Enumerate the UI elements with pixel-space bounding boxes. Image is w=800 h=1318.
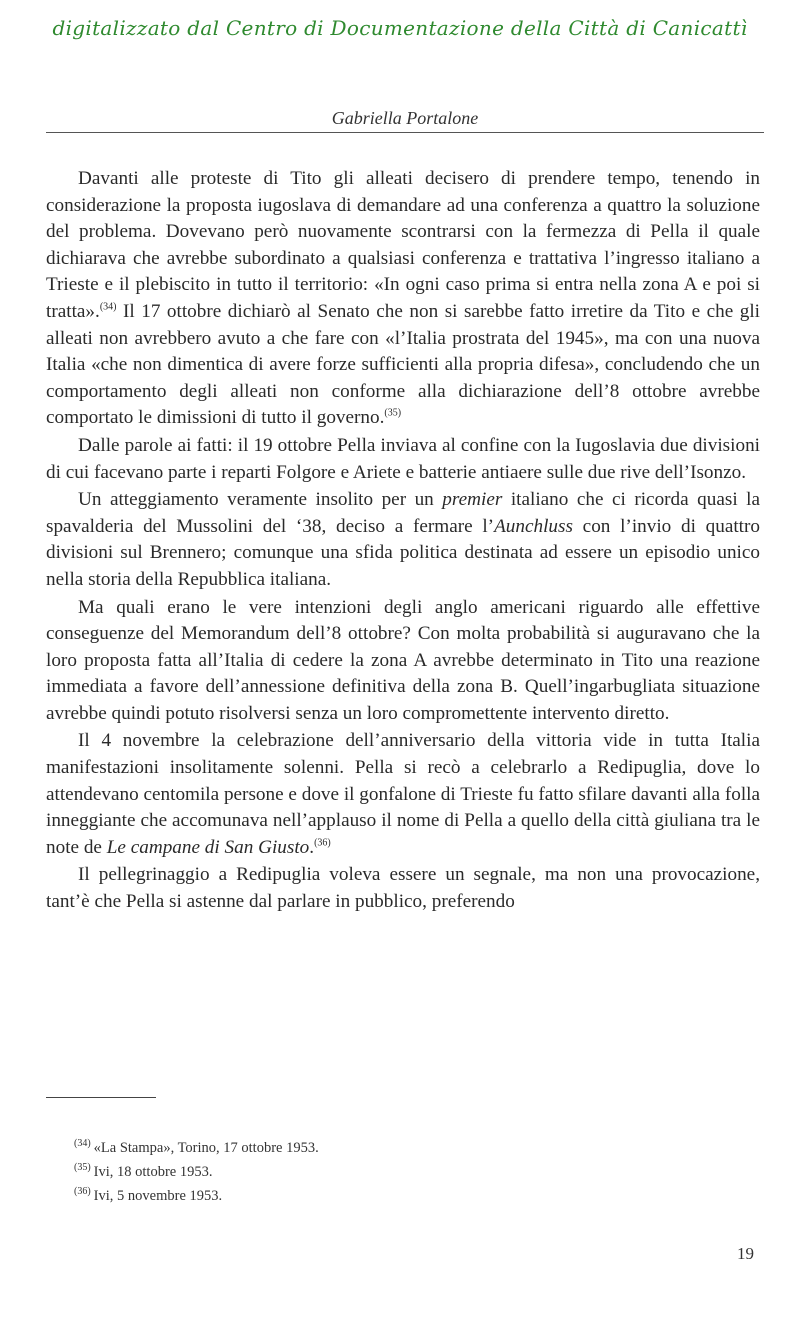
italic-song-title: Le campane di San Giusto: [106, 836, 310, 858]
footnote-ref-35[interactable]: (35): [384, 407, 402, 419]
italic-anschluss: Aunchluss: [494, 515, 573, 537]
paragraph-5-text-a: Il 4 novembre la celebrazione dell’anniversario della vittoria vide in tutta Italia manifestazioni insolitamente solenni. Pella si recò a celebrarlo a Redipuglia, dove lo attendevano centomila persone e dove il gonfalone di Trieste fu fatto sfilare davanti alla folla inneggiante che accomunava nell’applauso il nome di Pella a quello della città giuliana tra le note de: [46, 730, 760, 858]
paragraph-2: Dalle parole ai fatti: il 19 ottobre Pella inviava al confine con la Iugoslavia due divisioni di cui facevano parte i reparti Folgore e Ariete e batterie antiaere sulle due rive dell’Isonzo.: [46, 434, 760, 483]
paragraph-3-text-c: con l’invio di quattro divisioni sul Brennero; comunque una sfida politica destinata ad essere un episodio unico nella storia della Repubblica italiana.: [46, 515, 760, 590]
paragraph-3-text-a: Un atteggiamento veramente insolito per un: [78, 489, 443, 511]
footnote-text: Ivi, 18 ottobre 1953.: [93, 1164, 213, 1180]
header-rule: [46, 132, 764, 133]
footnote-text: Ivi, 5 novembre 1953.: [93, 1188, 223, 1204]
footnote-36: [74, 1184, 674, 1208]
paragraph-1-text-b: Il 17 ottobre dichiarò al Senato che non si sarebbe fatto irretire da Tito e che gli alleati non avrebbero avuto a che fare con «l’Italia prostrata del 1945», ma con una nuova Italia «che non dimentica di avere forze sufficienti alla propria difesa», concludendo che un comportamento degli alleati non conforme alla dichiarazione dell’8 ottobre avrebbe comportato le dimissioni di tutto il governo.: [46, 300, 760, 429]
paragraph-3: [46, 487, 760, 593]
footnotes: [74, 1136, 674, 1208]
paragraph-5-text-b: .: [309, 836, 315, 858]
footnote-text: «La Stampa», Torino, 17 ottobre 1953.: [93, 1140, 319, 1156]
paragraph-3-text-b: italiano che ci ricorda quasi la spavalderia del Mussolini del ‘38, deciso a fermare l’: [46, 489, 761, 537]
paragraph-4: Ma quali erano le vere intenzioni degli anglo americani riguardo alle effettive conseguenze del Memorandum dell’8 ottobre? Con molta probabilità si auguravano che la loro proposta fatta all’Italia di cedere la zona A avrebbe determinato in Tito una reazione immediata a favore dell’annessione definitiva della zona B. Quell’ingarbugliata situazione avrebbe quindi potuto risolversi senza un loro compromettente intervento diretto.: [46, 596, 760, 724]
footnote-ref-36[interactable]: (36): [314, 837, 331, 849]
footnote-35: [74, 1160, 674, 1184]
paragraph-5: [46, 728, 760, 861]
page-number: 19: [737, 1244, 754, 1263]
digitization-watermark: digitalizzato dal Centro di Documentazione della Città di Canicattì: [52, 16, 748, 40]
running-head-author: Gabriella Portalone: [331, 108, 479, 128]
paragraph-1-text-a: Davanti alle proteste di Tito gli alleati decisero di prendere tempo, tenendo in considerazione la proposta iugoslava di demandare ad una conferenza a quattro la soluzione del problema. Dovevano però nuovamente scontrarsi con la fermezza di Pella il quale dichiarava che avrebbe subordinato a qualsiasi conferenza e trattativa l’ingresso italiano a Trieste e il plebiscito in tutto il territorio: «In ogni caso prima si entra nella zona A e poi si tratta».: [46, 168, 760, 322]
footnote-ref-34[interactable]: (34): [99, 301, 117, 313]
footnote-number: (35): [74, 1162, 91, 1174]
italic-premier: premier: [442, 489, 503, 511]
paragraph-6: Il pellegrinaggio a Redipuglia voleva essere un segnale, ma non una provocazione, tant’è che Pella si astenne dal parlare in pubblico, preferendo: [46, 864, 760, 913]
footnote-number: (34): [74, 1138, 91, 1150]
paragraph-1: [46, 166, 760, 432]
footnote-34: [74, 1136, 674, 1160]
footnote-rule: [46, 1097, 156, 1098]
footnote-number: (36): [74, 1186, 91, 1198]
body-text: [46, 166, 760, 916]
